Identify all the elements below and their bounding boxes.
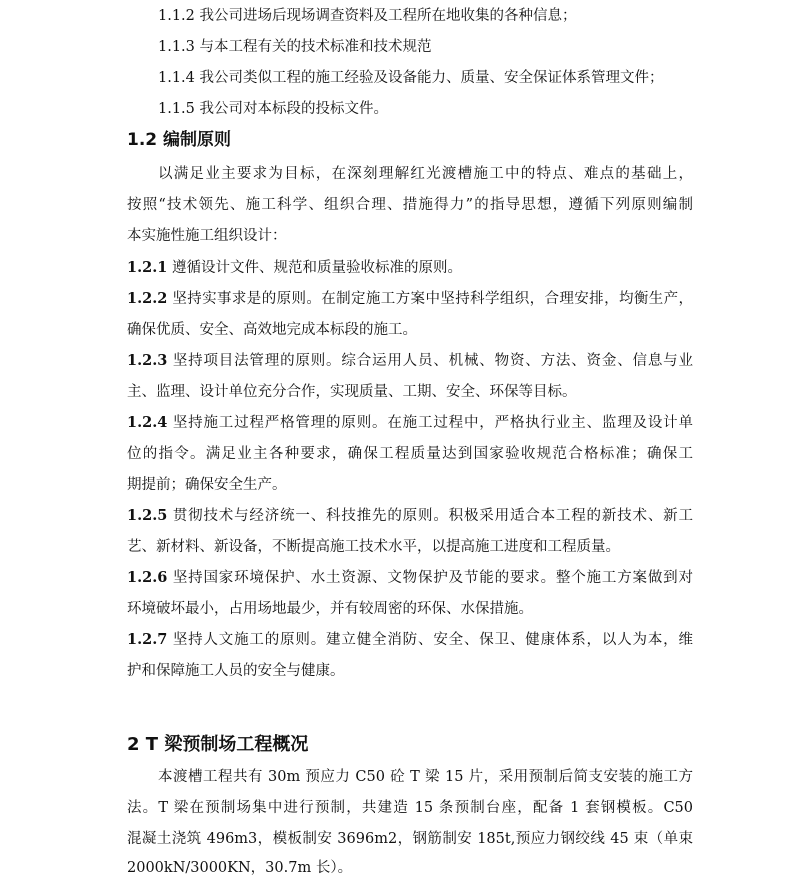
ref-item-1-1-4: 1.1.4 我公司类似工程的施工经验及设备能力、质量、安全保证体系管理文件；	[158, 70, 664, 86]
ref-item-1-1-5: 1.1.5 我公司对本标段的投标文件。	[158, 101, 389, 117]
ref-item-1-1-3: 1.1.3 与本工程有关的技术标准和技术规范	[158, 39, 432, 55]
principle-number: 1.2.5	[127, 507, 168, 524]
principle-number: 1.2.6	[127, 569, 168, 586]
principle-text: 坚持国家环境保护、水土资源、文物保护及节能的要求。整个施工方案做到对	[172, 570, 694, 586]
ref-item-1-1-2: 1.1.2 我公司进场后现场调查资料及工程所在地收集的各种信息；	[158, 8, 577, 24]
principle-number: 1.2.4	[127, 414, 168, 431]
principle-text: 遵循设计文件、规范和质量验收标准的原则。	[171, 260, 462, 276]
principle-1-2-7-cont: 护和保障施工人员的安全与健康。	[127, 663, 345, 679]
overview-line-1: 本渡槽工程共有 30m 预应力 C50 砼 T 梁 15 片，采用预制后简支安装的施工方	[158, 769, 693, 785]
principle-number: 1.2.3	[127, 352, 168, 369]
principle-text: 坚持施工过程严格管理的原则。在施工过程中，严格执行业主、监理及设计单	[172, 415, 694, 431]
principle-1-2-2-cont: 确保优质、安全、高效地完成本标段的施工。	[127, 322, 417, 338]
principle-1-2-7	[127, 630, 693, 650]
principle-text: 贯彻技术与经济统一、科技推先的原则。积极采用适合本工程的新技术、新工	[172, 508, 694, 524]
principle-1-2-5-cont: 艺、新材料、新设备，不断提高施工技术水平，以提高施工进度和工程质量。	[127, 539, 620, 555]
overview-line-4: 2000kN/3000KN，30.7m 长）。	[127, 860, 353, 876]
principle-1-2-2	[127, 289, 693, 309]
principle-text: 坚持项目法管理的原则。综合运用人员、机械、物资、方法、资金、信息与业	[172, 353, 694, 369]
principle-1-2-3-cont: 主、监理、设计单位充分合作，实现质量、工期、安全、环保等目标。	[127, 384, 577, 400]
principle-1-2-4	[127, 413, 693, 433]
section-heading-1-2: 1.2 编制原则	[127, 130, 232, 150]
intro-line-1: 以满足业主要求为目标，在深刻理解红光渡槽施工中的特点、难点的基础上，	[158, 166, 693, 182]
principle-number: 1.2.7	[127, 631, 168, 648]
overview-line-3: 混凝土浇筑 496m3，模板制安 3696m2，钢筋制安 185t,预应力钢绞线 45 束（单束	[127, 831, 693, 847]
principle-1-2-4-cont-1: 位的指令。满足业主各种要求，确保工程质量达到国家验收规范合格标准；确保工	[127, 446, 693, 462]
principle-1-2-3	[127, 351, 693, 371]
intro-line-2: 按照“技术领先、施工科学、组织合理、措施得力”的指导思想，遵循下列原则编制	[127, 197, 693, 213]
principle-1-2-6-cont: 环境破坏最小，占用场地最少，并有较周密的环保、水保措施。	[127, 601, 533, 617]
intro-line-3: 本实施性施工组织设计：	[127, 228, 287, 244]
principle-text: 坚持实事求是的原则。在制定施工方案中坚持科学组织，合理安排，均衡生产，	[172, 291, 694, 307]
principle-1-2-5	[127, 506, 693, 526]
principle-number: 1.2.2	[127, 290, 168, 307]
principle-1-2-1	[127, 258, 462, 278]
section-heading-2: 2 T 梁预制场工程概况	[127, 734, 309, 755]
principle-number: 1.2.1	[127, 259, 168, 276]
overview-line-2: 法。T 梁在预制场集中进行预制，共建造 15 条预制台座，配备 1 套钢模板。C50	[127, 800, 693, 816]
principle-1-2-6	[127, 568, 693, 588]
principle-1-2-4-cont-2: 期提前；确保安全生产。	[127, 477, 287, 493]
principle-text: 坚持人文施工的原则。建立健全消防、安全、保卫、健康体系，以人为本，维	[172, 632, 694, 648]
